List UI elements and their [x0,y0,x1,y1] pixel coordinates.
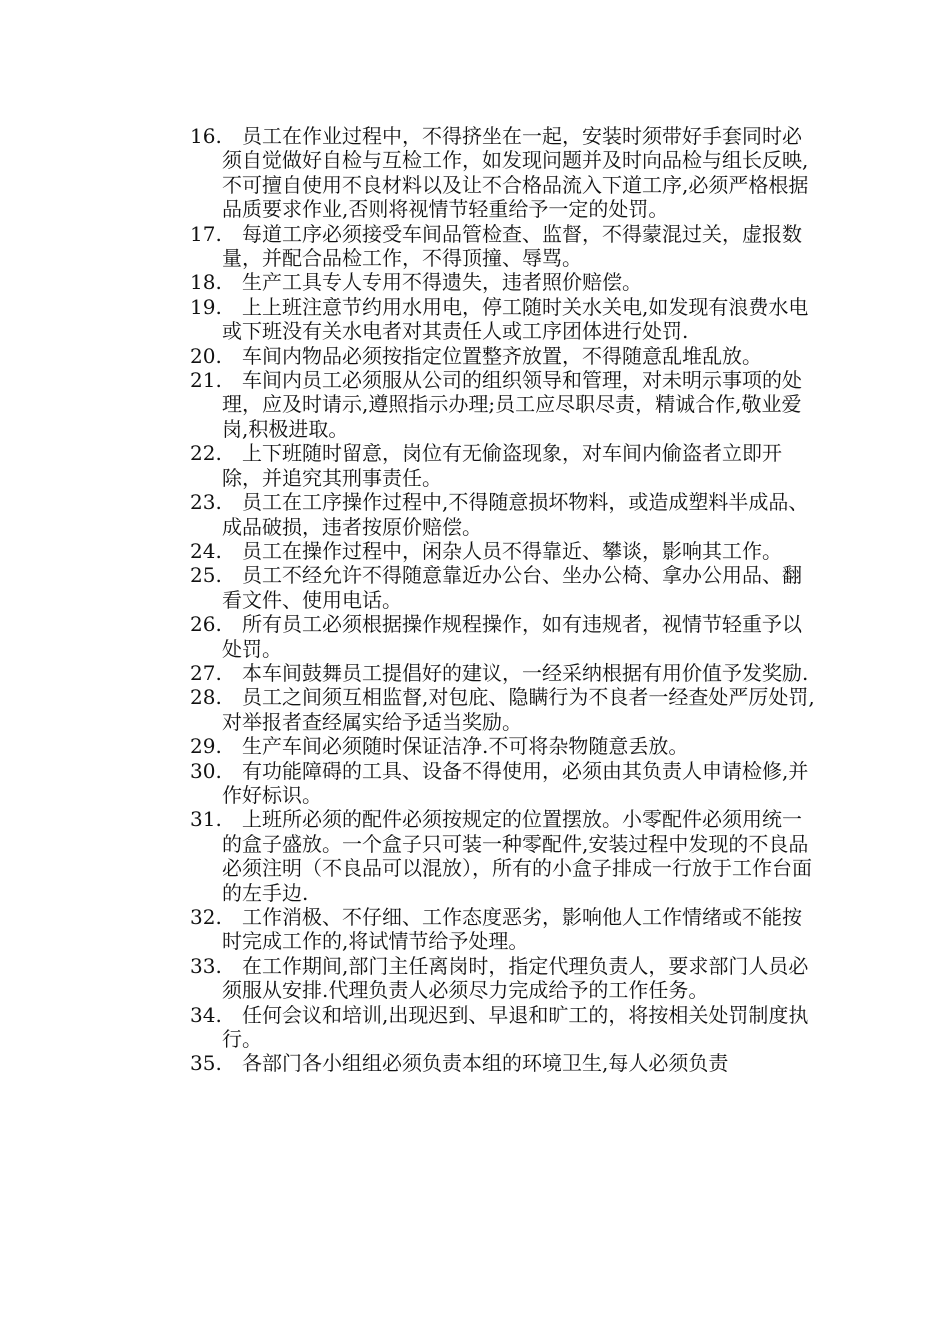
rule-text: 车间内物品必须按指定位置整齐放置，不得随意乱堆乱放。 [242,343,762,368]
rule-number: 21. [190,368,222,393]
rule-item [190,759,820,808]
rule-text: 员工在操作过程中，闲杂人员不得靠近、攀谈，影响其工作。 [242,538,782,563]
rule-number: 27. [190,660,222,685]
rule-text: 生产车间必须随时保证洁净.不可将杂物随意丢放。 [242,734,689,759]
rule-item [190,807,820,905]
rule-item [190,124,820,222]
rule-text: 在工作期间,部门主任离岗时，指定代理负责人，要求部门人员必须服从安排.代理负责人必须尽力完成给予的工作任务。 [222,953,809,1003]
rule-number: 16. [190,124,222,148]
rule-text: 上上班注意节约用水用电，停工随时关水关电,如发现有浪费水电或下班没有关水电者对其责任人或工序团体进行处罚. [222,294,809,344]
rule-number: 31. [190,807,222,832]
rule-text: 生产工具专人专用不得遗失，违者照价赔偿。 [242,270,642,295]
rule-text: 工作消极、不仔细、工作态度恶劣，影响他人工作情绪或不能按时完成工作的,将试情节给予处理。 [222,905,802,954]
rule-number: 24. [190,538,222,563]
rule-text: 上班所必须的配件必须按规定的位置摆放。小零配件必须用统一的盒子盛放。一个盒子只可装一种零配件,安装过程中发现的不良品必须注明（不良品可以混放），所有的小盒子排成一行放于工作台面的左手边. [222,807,812,905]
rule-text: 上下班随时留意，岗位有无偷盗现象，对车间内偷盗者立即开除，并追究其刑事责任。 [222,441,782,490]
rule-item [190,612,820,661]
rule-item [190,954,820,1003]
rule-number: 19. [190,294,222,319]
rule-item [190,222,820,271]
rule-number: 28. [190,685,222,710]
rule-number: 17. [190,221,222,246]
rule-item [190,1003,820,1052]
rule-item [190,905,820,954]
rule-text: 车间内员工必须服从公司的组织领导和管理，对未明示事项的处理，应及时请示,遵照指示办理;员工应尽职尽责，精诚合作,敬业爱岗,积极进取。 [222,368,802,441]
rule-item [190,344,820,368]
rule-number: 35. [190,1051,222,1076]
rule-item [190,441,820,490]
rule-text: 各部门各小组组必须负责本组的环境卫生,每人必须负责 [242,1051,729,1076]
rule-text: 员工不经允许不得随意靠近办公台、坐办公椅、拿办公用品、翻看文件、使用电话。 [222,563,802,612]
rule-text: 员工在作业过程中，不得挤坐在一起，安装时须带好手套同时必须自觉做好自检与互检工作，如发现问题并及时向品检与组长反映,不可擅自使用不良材料以及让不合格品流入下道工序,必须严格根据品质要求作业,否则将视情节轻重给予一定的处罚。 [222,124,809,222]
rule-item [190,685,820,734]
rule-number: 30. [190,758,222,783]
rule-text: 任何会议和培训,出现迟到、早退和旷工的，将按相关处罚制度执行。 [222,1002,809,1052]
rule-text: 员工在工序操作过程中,不得随意损坏物料，或造成塑料半成品、成品破损，违者按原价赔偿。 [222,490,809,539]
rule-item [190,539,820,563]
rule-number: 22. [190,441,222,466]
rule-item [190,490,820,539]
rule-list [190,124,820,1076]
rule-number: 18. [190,270,222,295]
rule-text: 有功能障碍的工具、设备不得使用，必须由其负责人申请检修,并作好标识。 [222,758,809,807]
rule-number: 26. [190,612,222,637]
rule-item [190,1051,820,1075]
rule-number: 29. [190,734,222,759]
rule-item [190,295,820,344]
rule-number: 25. [190,563,222,588]
rule-item [190,734,820,758]
rule-text: 员工之间须互相监督,对包庇、隐瞒行为不良者一经查处严厉处罚,对举报者查经属实给予适当奖励。 [222,685,815,734]
rule-item [190,661,820,685]
rule-number: 33. [190,953,222,978]
rule-number: 32. [190,905,222,929]
rule-text: 本车间鼓舞员工提倡好的建议，一经采纳根据有用价值予发奖励. [242,660,809,685]
rule-item [190,368,820,441]
rule-item [190,270,820,294]
rule-item [190,563,820,612]
rule-number: 23. [190,490,222,515]
rule-number: 20. [190,343,222,368]
rule-text: 每道工序必须接受车间品管检查、监督，不得蒙混过关，虚报数量，并配合品检工作，不得顶撞、辱骂。 [222,221,802,271]
rule-text: 所有员工必须根据操作规程操作，如有违规者，视情节轻重予以处罚。 [222,612,802,661]
rule-number: 34. [190,1002,222,1027]
